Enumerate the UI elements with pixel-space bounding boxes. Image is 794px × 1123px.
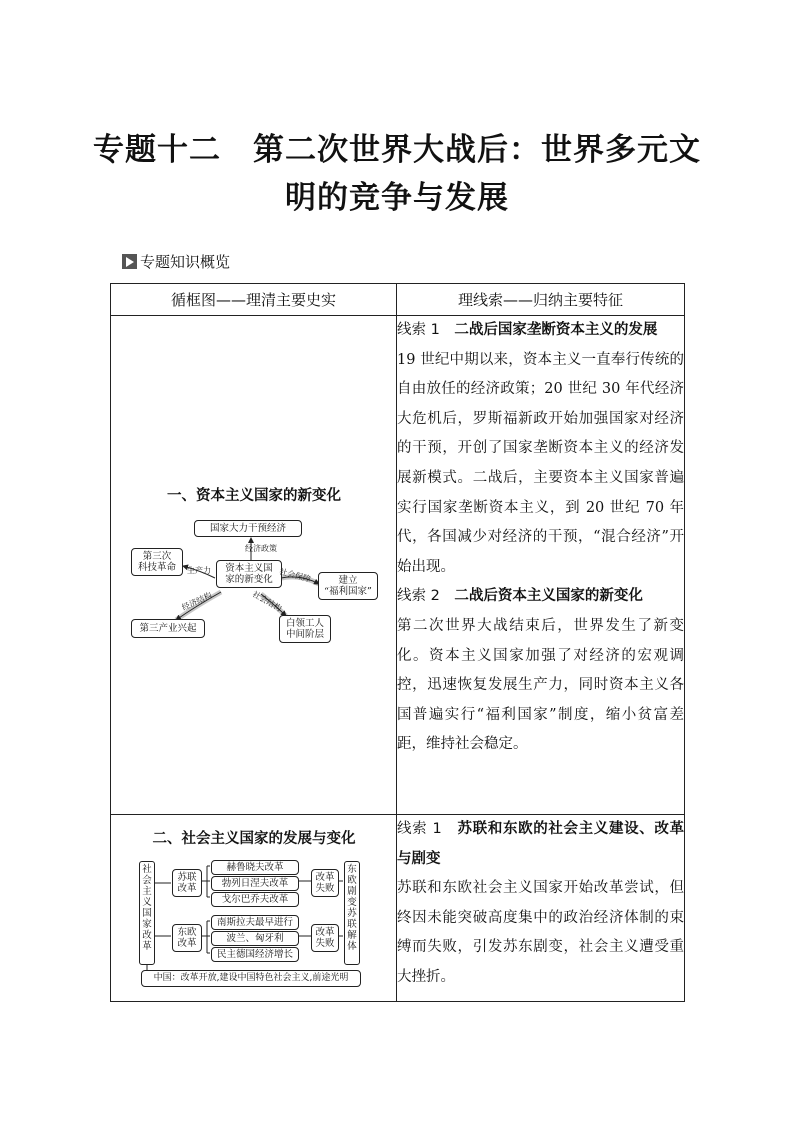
- edge-label-social-structure: 社会结构: [250, 589, 284, 614]
- welfare-line-2: “福利国家”: [324, 586, 372, 597]
- diagram-box-east-germany: 民主德国经济增长: [211, 947, 299, 962]
- capitalism-diagram-cell: [111, 316, 397, 815]
- play-triangle-icon: [122, 254, 137, 269]
- center-line-2: 家的新变化: [225, 574, 273, 585]
- fail1-line-2: 失败: [315, 883, 335, 894]
- east-line-2: 改革: [177, 938, 197, 949]
- clue-1-socialism-heading: 线索 1 苏联和东欧的社会主义建设、改革与剧变: [397, 821, 685, 867]
- diagram-box-yugoslavia: 南斯拉夫最早进行: [211, 915, 299, 930]
- clue-1-text: 19 世纪中期以来，资本主义一直奉行传统的自由放任的经济政策；20 世纪 30 年代经济大危机后，罗斯福新政开始加强国家对经济的干预，开创了国家垄断资本主义的经济发展新模式。二战后，主要资本主义国家普遍实行国家垄断资本主义，到 20 世纪 70 年代，各国减少对经济的干预，“混合经济”开始出现。: [397, 351, 684, 575]
- diagram-box-center: [216, 560, 282, 588]
- header-right: 理线索——归纳主要特征: [397, 284, 685, 316]
- edge-label-economic-policy: 经济政策: [245, 544, 277, 553]
- socialism-diagram-title: 二、社会主义国家的发展与变化: [152, 831, 356, 847]
- document-title-line-2: 明的竞争与发展: [285, 180, 509, 216]
- edge-label-economic-structure: 经济结构: [180, 590, 214, 613]
- diagram-box-gorbachev: 戈尔巴乔夫改革: [211, 892, 299, 907]
- clue-1-socialism-text: 苏联和东欧社会主义国家开始改革尝试，但终因未能突破高度集中的政治经济体制的束缚而失败，引发苏东剧变，社会主义遭受重大挫折。: [397, 880, 684, 985]
- diagram-box-east-europe-reform: [172, 924, 202, 952]
- diagram-box-soviet-reform: [172, 869, 202, 897]
- diagram-box-welfare-state: [318, 572, 378, 600]
- white-collar-line-2: 中间阶层: [285, 629, 324, 640]
- fail1-line-1: 改革: [315, 872, 335, 883]
- soviet-line-2: 改革: [177, 883, 197, 894]
- east-line-1: 东欧: [177, 927, 197, 938]
- edge-label-social-security: 社会保障: [278, 567, 312, 584]
- diagram-box-state-intervention: 国家大力干预经济: [194, 520, 302, 537]
- diagram-box-collapse: 东欧剧变苏联解体: [344, 861, 360, 965]
- clue-2-text: 第二次世界大战结束后，世界发生了新变化。资本主义国家加强了对经济的宏观调控，迅速恢复发展生产力，同时资本主义各国普遍实行“福利国家”制度，缩小贫富差距，维持社会稳定。: [397, 617, 684, 753]
- tech-line-1: 第三次: [142, 551, 172, 562]
- diagram-box-tertiary-industry: 第三产业兴起: [131, 619, 205, 638]
- diagram-box-white-collar: [279, 615, 331, 643]
- diagram-box-tech-revolution: [131, 548, 183, 576]
- white-collar-line-1: 白领工人: [285, 618, 324, 629]
- clue-1-socialism: [397, 815, 684, 993]
- diagram-box-reform-failed-2: [311, 924, 339, 952]
- tech-line-2: 科技革命: [137, 562, 176, 573]
- clue-1-capitalism: [397, 316, 684, 582]
- socialism-diagram-cell: [111, 815, 397, 1002]
- diagram-box-brezhnev: 勃列日涅夫改革: [211, 876, 299, 891]
- table-row-socialism: [111, 815, 685, 1002]
- diagram-box-china-reform: 中国：改革开放,建设中国特色社会主义,前途光明: [141, 970, 361, 987]
- table-header-row: [111, 284, 685, 316]
- overview-label: [122, 251, 230, 272]
- header-left: 循框图——理清主要史实: [111, 284, 397, 316]
- clue-2-heading: 线索 2 二战后资本主义国家的新变化: [397, 588, 643, 605]
- diagram-box-khrushchev: 赫鲁晓夫改革: [211, 860, 299, 875]
- diagram-box-reform-failed-1: [311, 869, 339, 897]
- table-row-capitalism: [111, 316, 685, 815]
- overview-label-text: 专题知识概览: [140, 253, 231, 271]
- knowledge-table: [110, 283, 685, 1002]
- clue-1-heading: 线索 1 二战后国家垄断资本主义的发展: [397, 322, 658, 338]
- center-line-1: 资本主义国: [225, 563, 273, 574]
- fail2-line-1: 改革: [315, 927, 335, 938]
- capitalism-diagram-title: 一、资本主义国家的新变化: [167, 488, 341, 504]
- soviet-line-1: 苏联: [177, 872, 197, 883]
- capitalism-clues-cell: [397, 316, 685, 815]
- diagram-box-socialist-reform: 社会主义国家改革: [139, 861, 155, 965]
- document-title-line-1: 专题十二 第二次世界大战后：世界多元文: [93, 132, 701, 168]
- diagram-box-poland-hungary: 波兰、匈牙利: [211, 931, 299, 946]
- clue-2-capitalism: [397, 582, 684, 760]
- edge-label-productivity: 生产力: [187, 566, 211, 575]
- welfare-line-1: 建立: [338, 575, 358, 586]
- fail2-line-2: 失败: [315, 938, 335, 949]
- socialism-clues-cell: [397, 815, 685, 1002]
